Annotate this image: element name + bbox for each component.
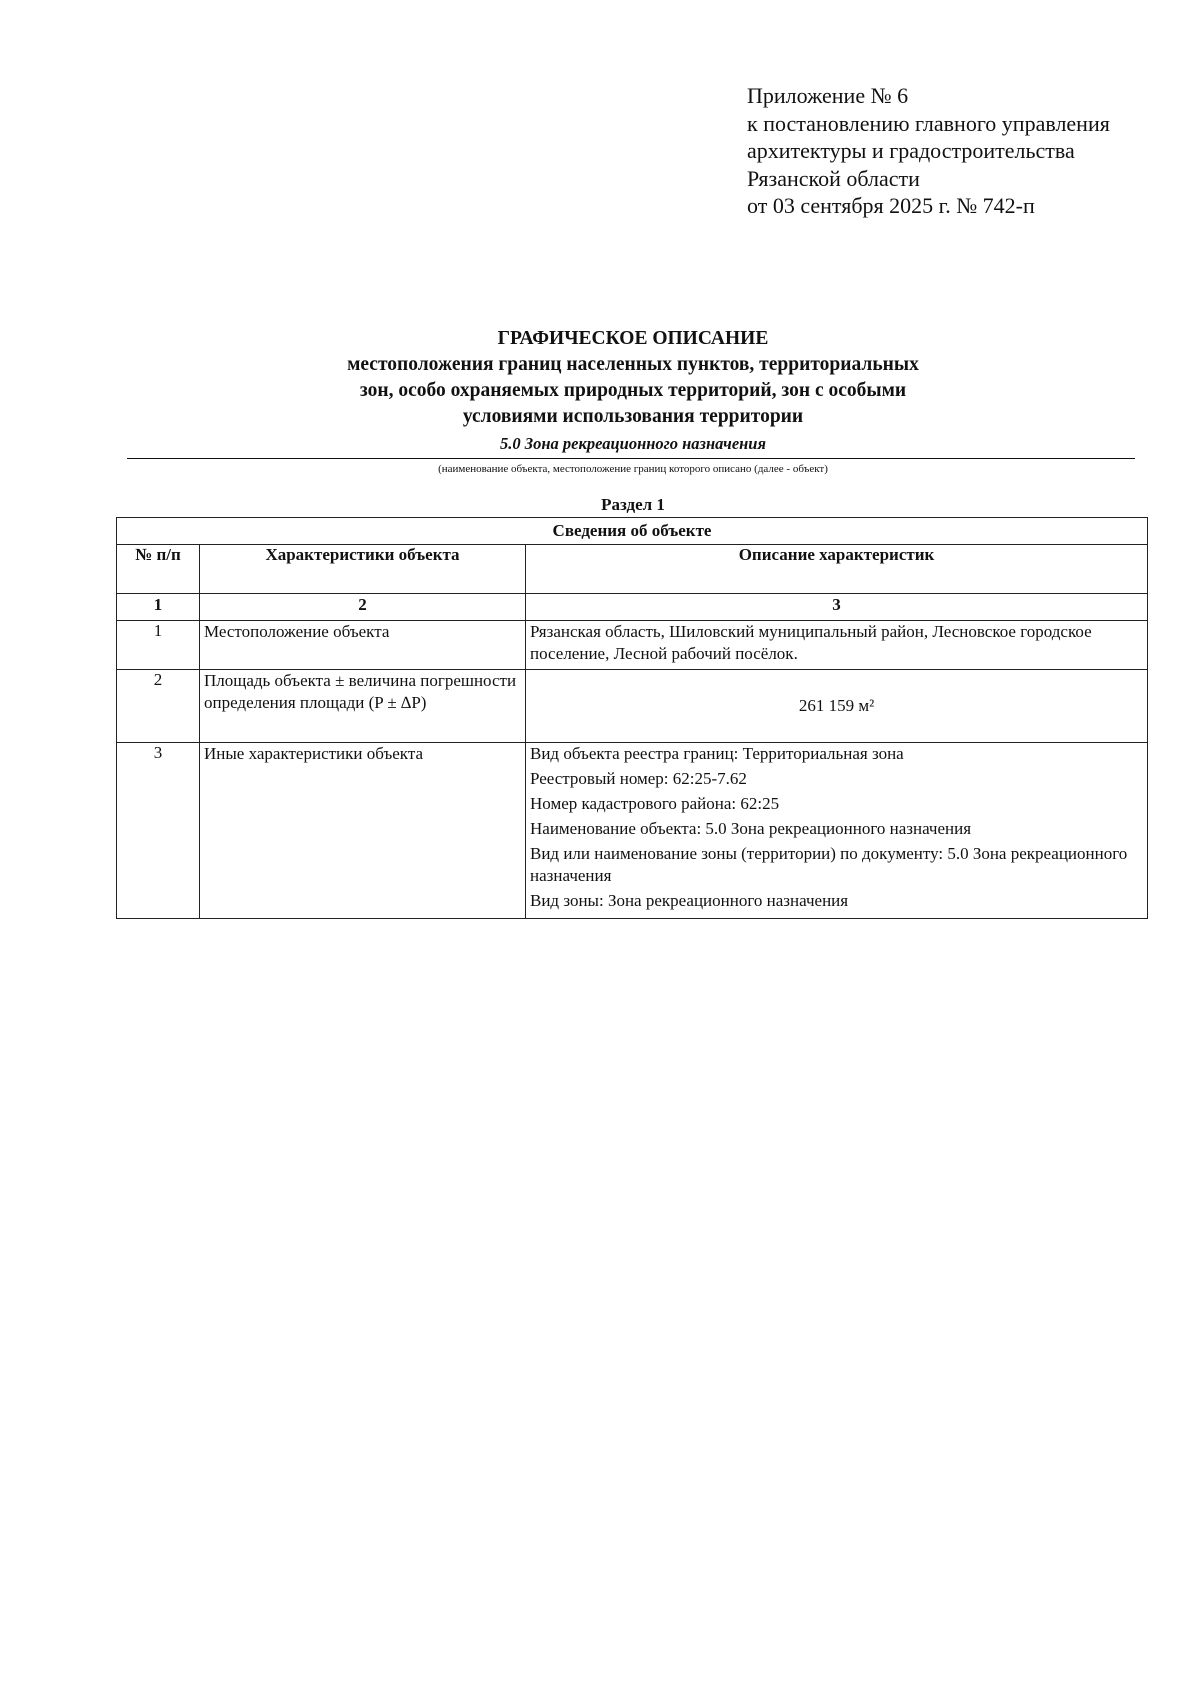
- appendix-line: архитектуры и градостроительства: [747, 138, 1075, 163]
- object-info-table: [116, 517, 1148, 919]
- row-number: 2: [117, 670, 200, 743]
- appendix-line: Рязанской области: [747, 165, 920, 191]
- description-line: Вид или наименование зоны (территории) по документу: 5.0 Зона рекреационного назначения: [530, 844, 1128, 885]
- row-number: 1: [117, 621, 200, 670]
- description-line: Реестровый номер: 62:25-7.62: [530, 769, 747, 788]
- row-characteristic: Местоположение объекта: [200, 621, 526, 670]
- description-line: Вид объекта реестра границ: Территориальная зона: [530, 744, 904, 763]
- row-description: [526, 621, 1148, 670]
- header-characteristic: Характеристики объекта: [200, 545, 526, 594]
- table-caption: Сведения об объекте: [117, 518, 1148, 545]
- subject-underline: [127, 458, 1135, 459]
- description-line: Рязанская область, Шиловский муниципальный район, Лесновское городское поселение, Лесной рабочий посёлок.: [530, 622, 1092, 663]
- appendix-line: к постановлению главного управления: [747, 110, 1110, 136]
- header-no: № п/п: [117, 545, 200, 594]
- row-description: [526, 743, 1148, 919]
- appendix-block: [747, 82, 1187, 220]
- description-line: Наименование объекта: 5.0 Зона рекреационного назначения: [530, 819, 972, 838]
- row-characteristic: Площадь объекта ± величина погрешности определения площади (P ± ∆P): [200, 670, 526, 743]
- row-number: 3: [117, 743, 200, 919]
- description-line: Вид зоны: Зона рекреационного назначения: [530, 891, 849, 910]
- appendix-line: от 03 сентября 2025 г. № 742-п: [747, 193, 1035, 218]
- column-number: 2: [200, 594, 526, 621]
- heading-line: условиями использования территории: [462, 406, 804, 427]
- table-header-row: [117, 545, 1148, 594]
- subject-note: (наименование объекта, местоположение границ которого описано (далее - объект): [438, 463, 828, 475]
- document-heading: [118, 326, 1148, 430]
- heading-line: зон, особо охраняемых природных территорий, зон с особыми: [359, 380, 907, 401]
- heading-line: местоположения границ населенных пунктов, территориальных: [347, 354, 919, 375]
- section-title: Раздел 1: [601, 495, 665, 514]
- column-number-row: [117, 594, 1148, 621]
- column-number: 3: [526, 594, 1148, 621]
- row-characteristic: Иные характеристики объекта: [200, 743, 526, 919]
- table-row: [117, 743, 1148, 919]
- table-row: [117, 670, 1148, 743]
- area-value: 261 159 м²: [798, 696, 875, 715]
- description-line: Номер кадастрового района: 62:25: [530, 794, 780, 813]
- column-number: 1: [117, 594, 200, 621]
- appendix-line: Приложение № 6: [747, 83, 909, 108]
- row-description: [526, 670, 1148, 743]
- subject-name: 5.0 Зона рекреационного назначения: [500, 434, 766, 453]
- table-row: [117, 621, 1148, 670]
- heading-title: ГРАФИЧЕСКОЕ ОПИСАНИЕ: [497, 328, 769, 349]
- header-description: Описание характеристик: [526, 545, 1148, 594]
